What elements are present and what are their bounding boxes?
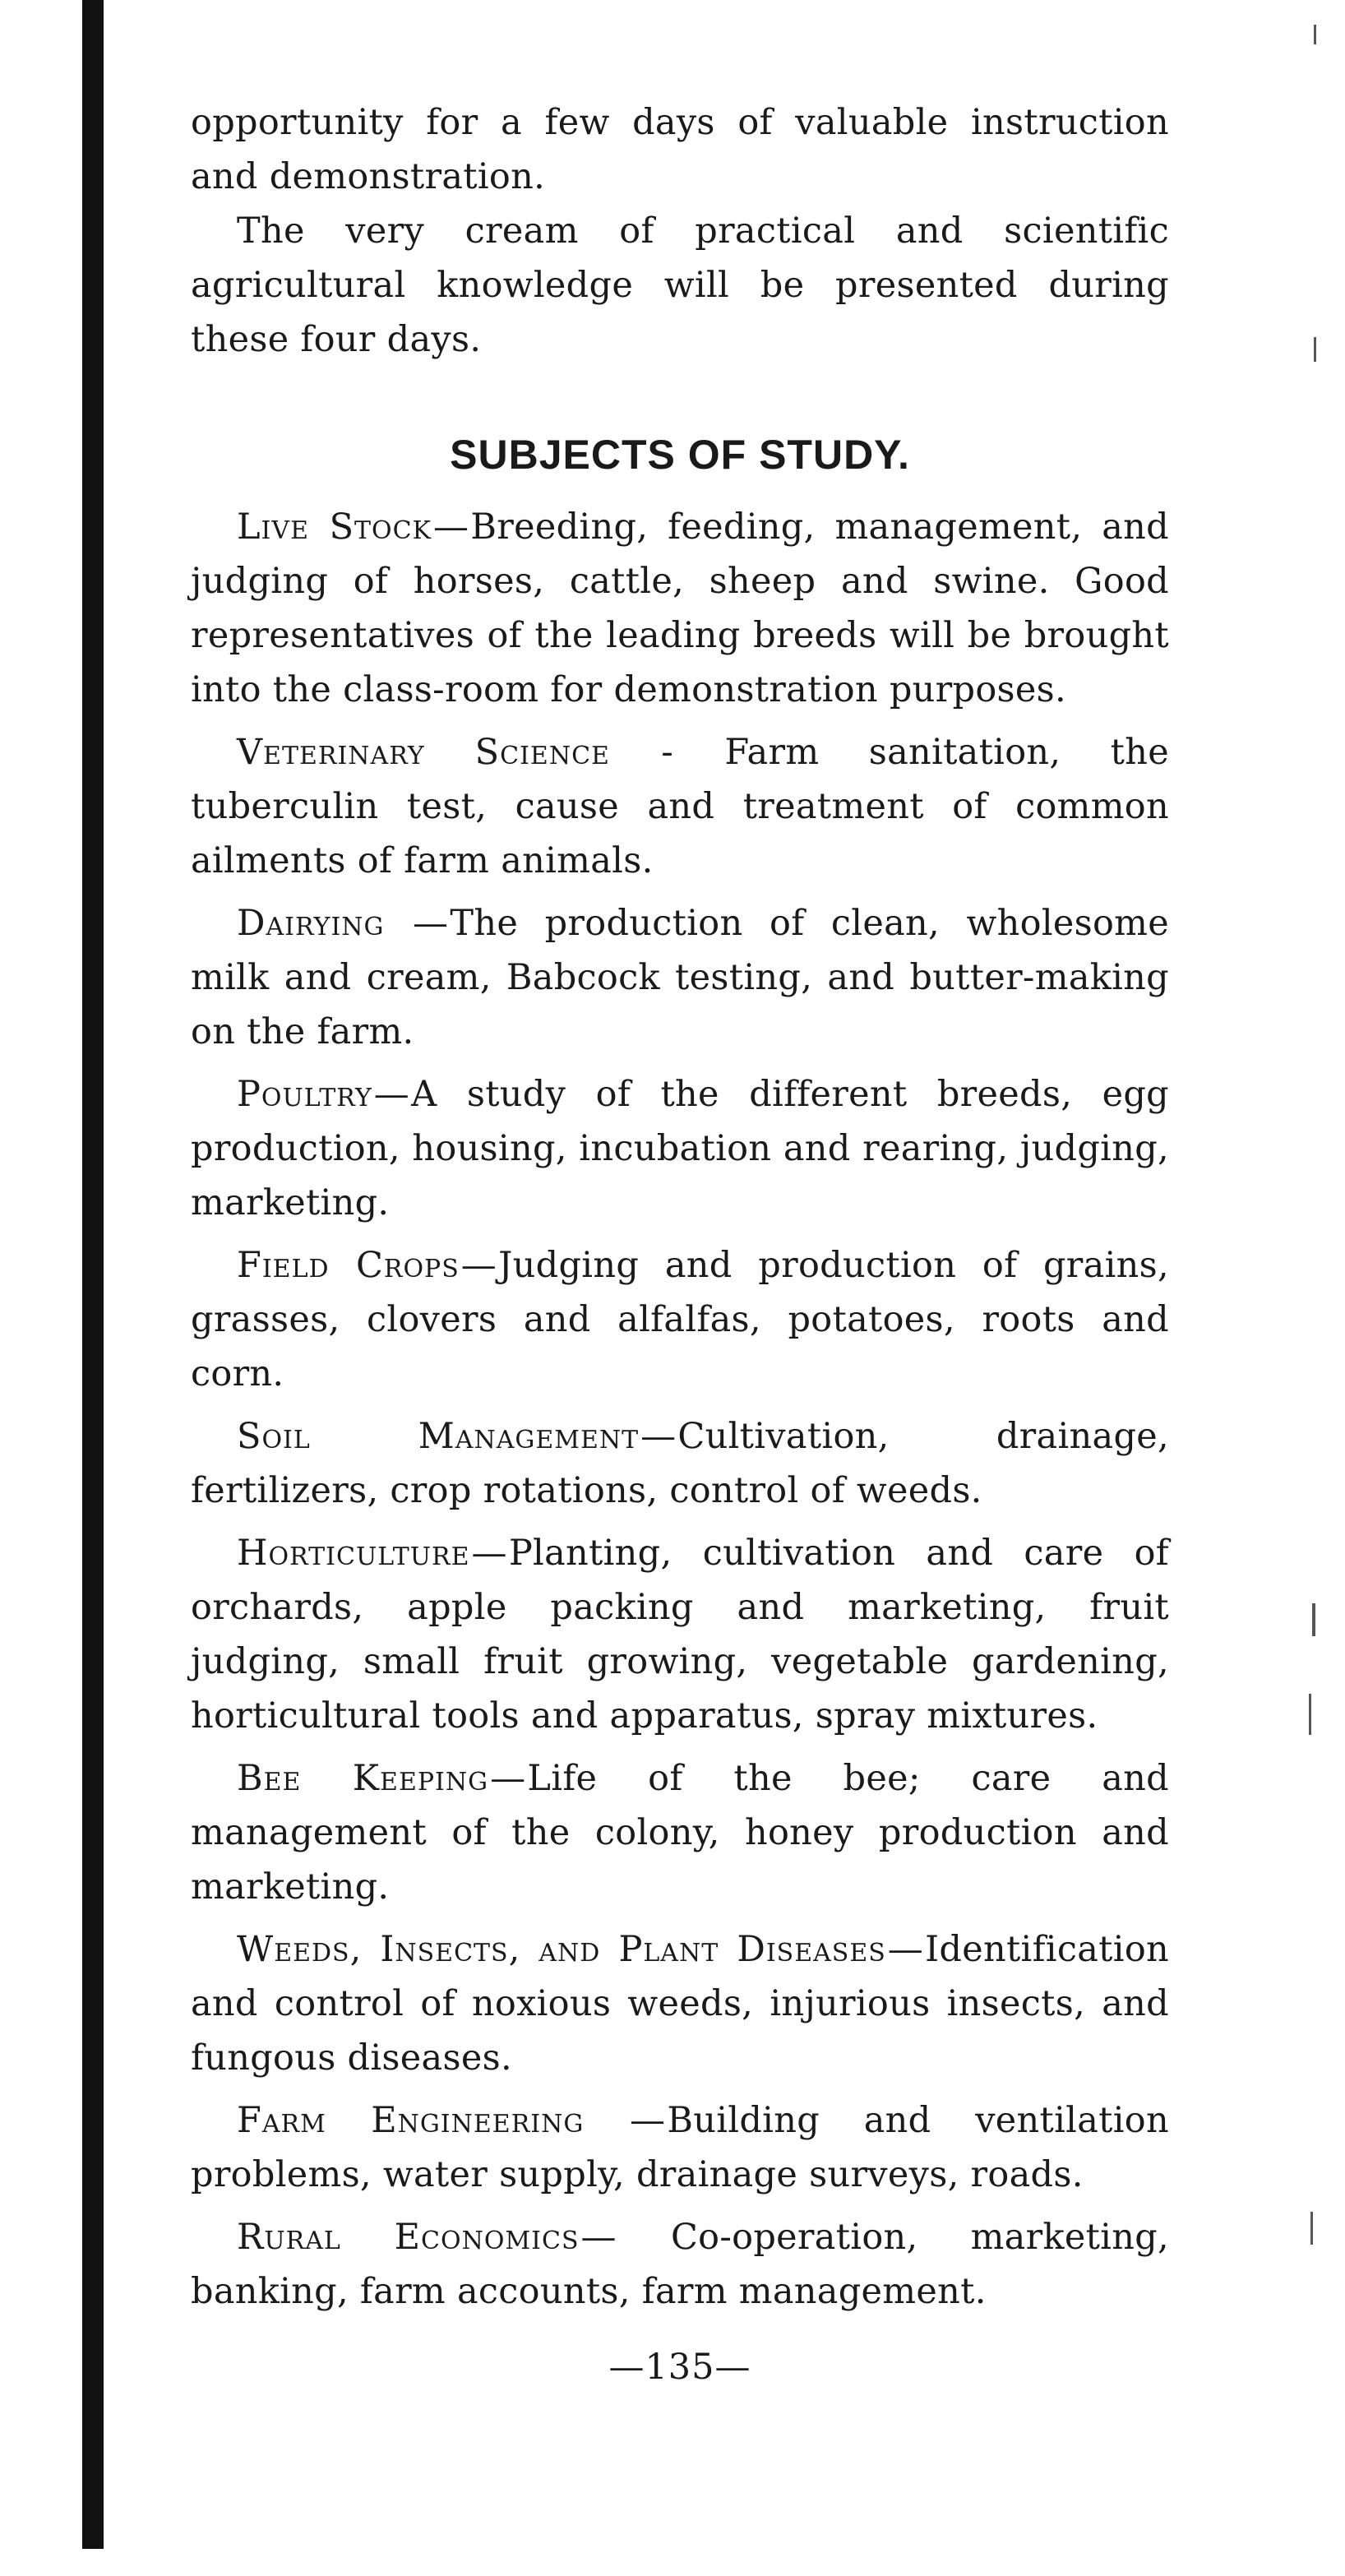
subject-text: The production of clean, wholesome milk and cream, Babcock testing, and butter-making on the farm. — [191, 903, 1169, 1052]
subject-text: Planting, cultivation and care of orchards, apple packing and marketing, fruit judging, small fruit growing, vegetable gardening, horticultural tools and apparatus, spray mixtures. — [191, 1533, 1169, 1737]
scan-speck — [1312, 1603, 1315, 1636]
subject-title: Poultry — [237, 1074, 372, 1115]
subject-separator: — — [640, 1416, 677, 1457]
subject-separator: — — [580, 2217, 669, 2258]
subject-text: Farm sanitation, the tuberculin test, cause and treatment of common ailments of farm animals. — [191, 732, 1169, 881]
subject-entry — [191, 1067, 1169, 1230]
subject-entry — [191, 896, 1169, 1059]
scan-specks — [1296, 0, 1345, 2576]
subject-text: Identification and control of noxious weeds, injurious insects, and fungous diseases. — [191, 1929, 1169, 2079]
subject-text: Co-operation, marketing, banking, farm accounts, farm management. — [191, 2217, 1169, 2312]
subject-entry — [191, 1751, 1169, 1914]
subject-title: Field Crops — [237, 1245, 460, 1286]
subject-entry — [191, 500, 1169, 717]
subject-title: Rural Economics — [237, 2217, 580, 2258]
section-heading: SUBJECTS OF STUDY. — [450, 432, 910, 478]
scan-speck — [1309, 1694, 1311, 1735]
subject-text: Breeding, feeding, management, and judging of horses, cattle, sheep and swine. Good representatives of the leading breeds will be brought into the class-room for demonstration purposes. — [191, 506, 1169, 710]
subject-entry — [191, 1922, 1169, 2085]
subject-title: Bee Keeping — [237, 1758, 489, 1799]
subjects-list — [191, 500, 1169, 2319]
subject-separator: — — [433, 506, 469, 548]
subject-separator: — — [585, 2100, 666, 2141]
subject-title: Veterinary Science — [237, 732, 610, 773]
subject-entry — [191, 2093, 1169, 2202]
subject-text: Judging and production of grains, grasses, clovers and alfalfas, potatoes, roots and corn. — [191, 1245, 1169, 1394]
subject-text: Building and ventilation problems, water supply, drainage surveys, roads. — [191, 2100, 1169, 2195]
subject-entry — [191, 1238, 1169, 1401]
subject-separator: — — [887, 1929, 924, 1970]
page-number: —135— — [608, 2347, 751, 2388]
scan-speck — [1310, 2212, 1313, 2245]
subject-separator: — — [471, 1533, 507, 1574]
subject-entry — [191, 1526, 1169, 1743]
subject-entry — [191, 2210, 1169, 2319]
subject-title: Horticulture — [237, 1533, 470, 1574]
subject-text: Life of the bee; care and management of the colony, honey production and marketing. — [191, 1758, 1169, 1908]
page-binding-edge — [82, 0, 104, 2549]
subject-separator: - — [611, 732, 723, 773]
intro-paragraph-1: opportunity for a few days of valuable instruction and demonstration. — [191, 102, 1169, 197]
intro-paragraph-2: The very cream of practical and scientific agricultural knowledge will be presented during these four days. — [191, 210, 1169, 360]
subject-title: Weeds, Insects, and Plant Diseases — [237, 1929, 886, 1970]
subject-title: Farm Engineering — [237, 2100, 585, 2141]
subject-text: A study of the different breeds, egg production, housing, incubation and rearing, judging, marketing. — [191, 1074, 1169, 1223]
subject-entry — [191, 1409, 1169, 1518]
subject-separator: — — [490, 1758, 526, 1799]
scan-speck — [1314, 337, 1316, 362]
subject-text: Cultivation, drainage, fertilizers, crop rotations, control of weeds. — [191, 1416, 1169, 1511]
subject-separator: — — [373, 1074, 410, 1115]
scan-speck — [1314, 25, 1316, 44]
subject-separator: — — [386, 903, 449, 944]
subject-title: Live Stock — [237, 506, 432, 548]
subject-entry — [191, 725, 1169, 888]
page-body — [191, 95, 1169, 2388]
subject-title: Soil Management — [237, 1416, 640, 1457]
subject-separator: — — [460, 1245, 497, 1286]
subject-title: Dairying — [237, 903, 385, 944]
